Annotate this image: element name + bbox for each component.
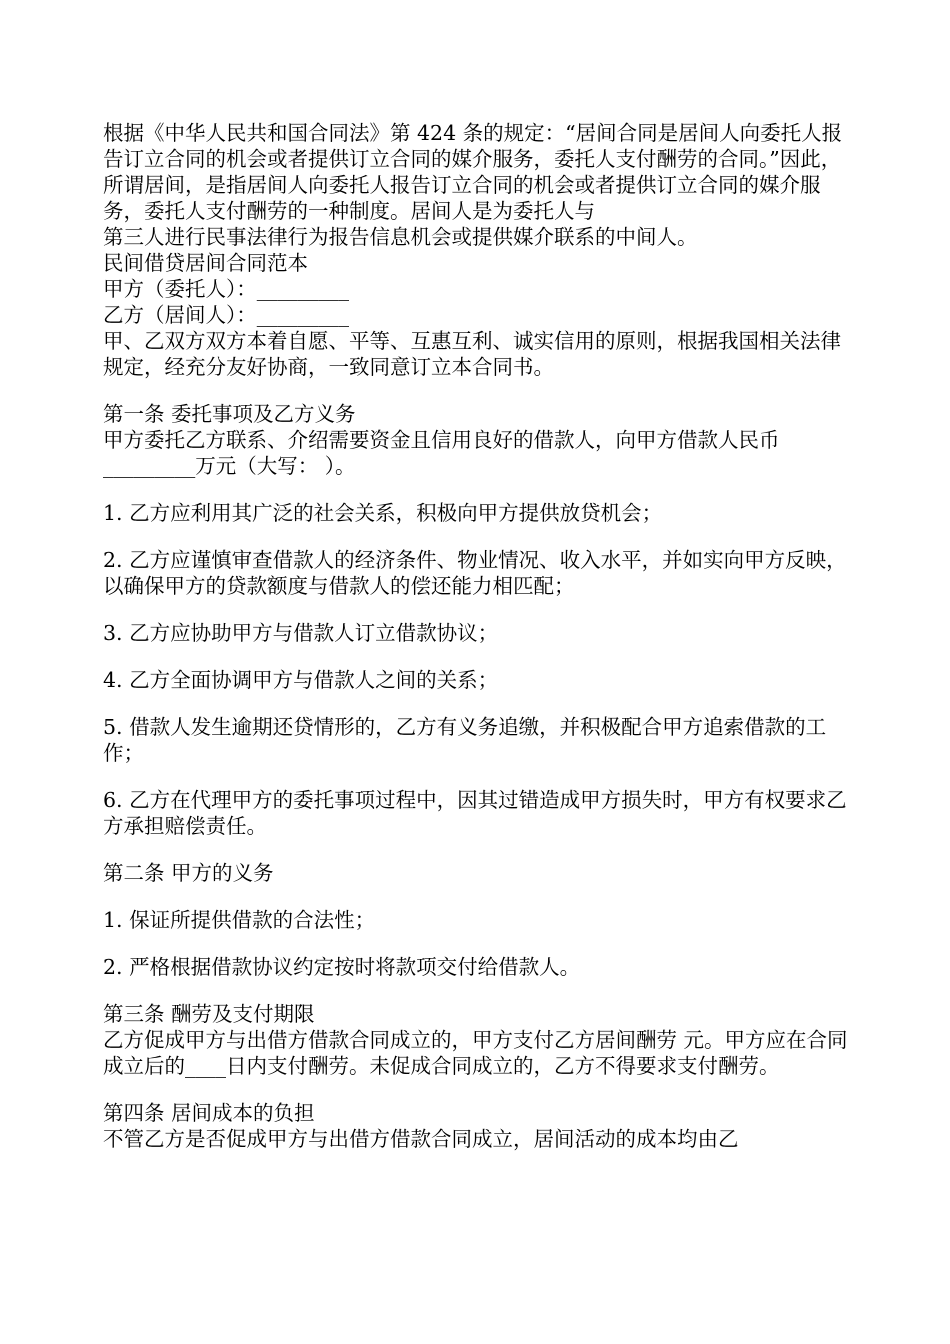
article-1-item-6: 6. 乙方在代理甲方的委托事项过程中，因其过错造成甲方损失时，甲方有权要求乙方承担赔偿责任。 [103, 788, 847, 838]
article-1-item-5: 5. 借款人发生逾期还贷情形的，乙方有义务追缴，并积极配合甲方追索借款的工作； [103, 715, 827, 765]
intro-paragraph-continued: 第三人进行民事法律行为报告信息机会或提供媒介联系的中间人。 [103, 225, 698, 249]
article-1-item-4: 4. 乙方全面协调甲方与借款人之间的关系； [103, 668, 499, 692]
article-1-heading: 第一条 委托事项及乙方义务 [103, 402, 356, 426]
party-a-line: 甲方（委托人）：_________ [103, 277, 349, 301]
article-1-body: 甲方委托乙方联系、介绍需要资金且信用良好的借款人，向甲方借款人民币 _________万元（大写： ）。 [103, 428, 780, 478]
article-3-heading: 第三条 酬劳及支付期限 [103, 1002, 315, 1026]
article-3-body: 乙方促成甲方与出借方借款合同成立的，甲方支付乙方居间酬劳 元。甲方应在合同成立后的____日内支付酬劳。未促成合同成立的，乙方不得要求支付酬劳。 [103, 1028, 848, 1078]
article-1-item-3: 3. 乙方应协助甲方与借款人订立借款协议； [103, 621, 499, 645]
article-2-item-1: 1. 保证所提供借款的合法性； [103, 908, 376, 932]
article-1-item-2: 2. 乙方应谨慎审查借款人的经济条件、物业情况、收入水平，并如实向甲方反映，以确保甲方的贷款额度与借款人的偿还能力相匹配； [103, 548, 847, 598]
party-b-line: 乙方（居间人）：_________ [103, 303, 349, 327]
article-2-heading: 第二条 甲方的义务 [103, 861, 274, 885]
preamble-paragraph: 甲、乙双方双方本着自愿、平等、互惠互利、诚实信用的原则，根据我国相关法律规定，经充分友好协商，一致同意订立本合同书。 [103, 329, 841, 379]
article-2-item-2: 2. 严格根据借款协议约定按时将款项交付给借款人。 [103, 955, 581, 979]
intro-paragraph: 根据《中华人民共和国合同法》第 424 条的规定：“居间合同是居间人向委托人报告订立合同的机会或者提供订立合同的媒介服务，委托人支付酬劳的合同。”因此，所谓居间，是指居间人向委托人报告订立合同的机会或者提供订立合同的媒介服务，委托人支付酬劳的一种制度。居间人是为委托人与 [103, 121, 843, 223]
article-4-heading: 第四条 居间成本的负担 [103, 1101, 315, 1125]
contract-title: 民间借贷居间合同范本 [103, 251, 308, 275]
article-4-body: 不管乙方是否促成甲方与出借方借款合同成立，居间活动的成本均由乙 [103, 1127, 739, 1151]
article-1-item-1: 1. 乙方应利用其广泛的社会关系，积极向甲方提供放贷机会； [103, 501, 663, 525]
